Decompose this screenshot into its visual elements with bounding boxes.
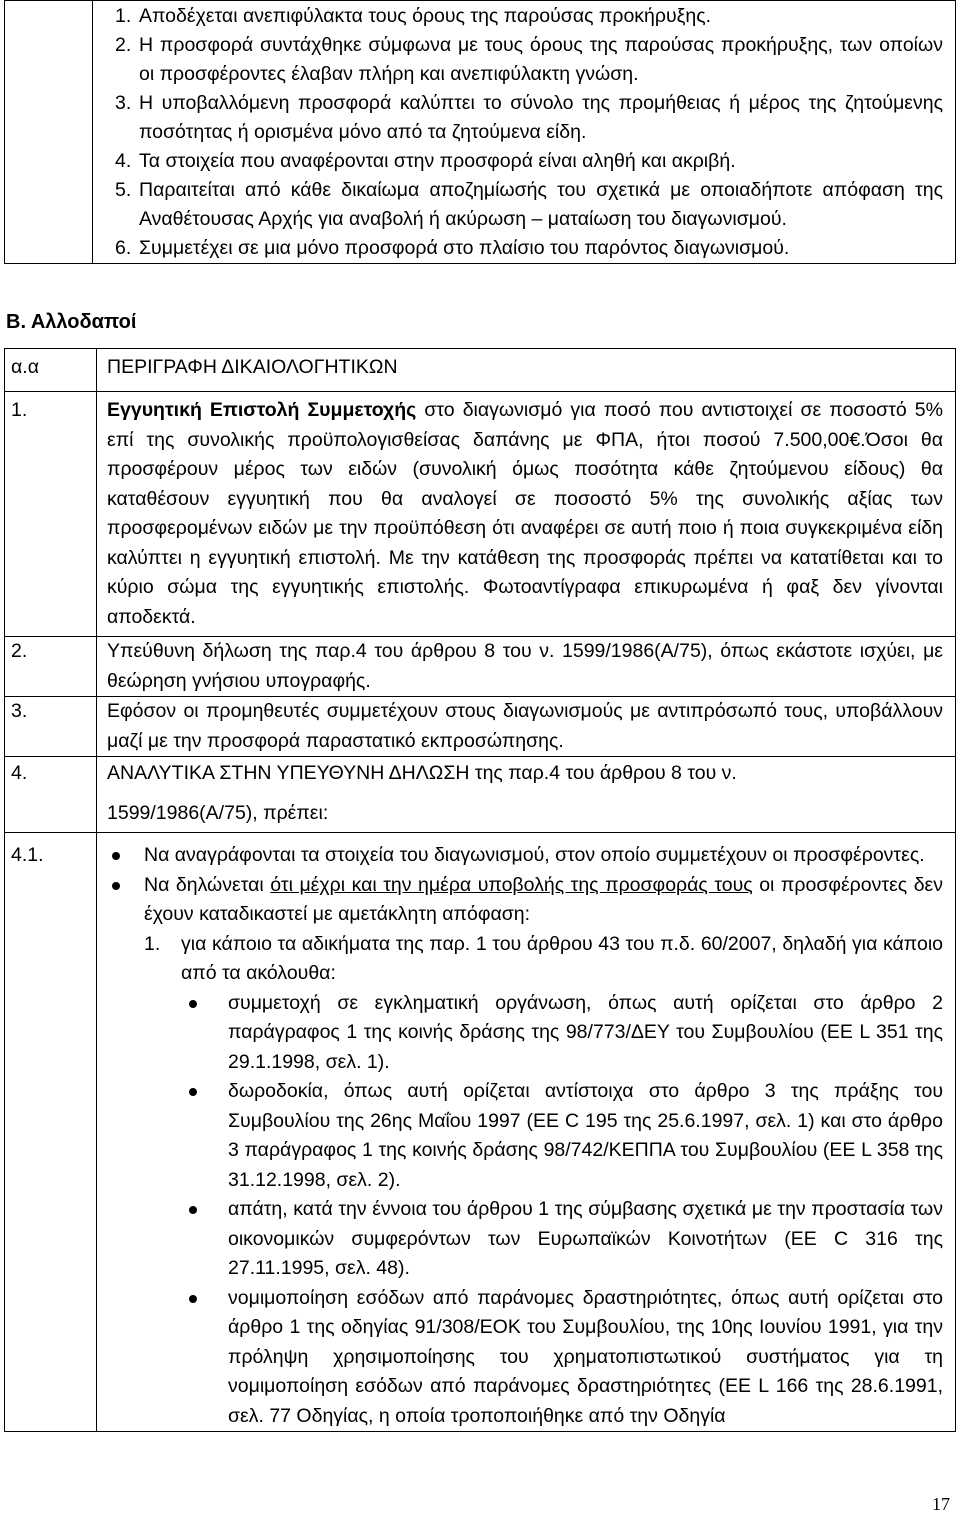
list-item: 5. Παραιτείται από κάθε δικαίωμα αποζημίωσής του σχετικά με οποιαδήποτε απόφαση της Αναθέτουσας Αρχής για αναβολή ή ακύρωση – ματαίωση του διαγωνισμού. — [115, 179, 943, 230]
bullet-item: Να δηλώνεται ότι μέχρι και την ημέρα υποβολής της προσφοράς τους οι προσφέροντες δεν έχουν καταδικαστεί με αμετάκλητη απόφαση: — [107, 871, 943, 930]
row-number: 4.1. — [5, 833, 97, 1432]
row-description: Υπεύθυνη δήλωση της παρ.4 του άρθρου 8 του ν. 1599/1986(Α/75), όπως εκάστοτε ισχύει, με θεώρηση γνήσιου υπογραφής. — [97, 637, 956, 697]
table-row — [5, 392, 956, 637]
page-number: 17 — [932, 1494, 950, 1514]
empty-cell — [5, 1, 93, 264]
row-number: 2. — [5, 637, 97, 697]
offence-item: δωροδοκία, όπως αυτή ορίζεται αντίστοιχα στο άρθρο 3 της πράξης του Συμβουλίου της 26ης Μαΐου 1997 (ΕΕ C 195 της 25.6.1997, σελ. 1) και στο άρθρο 3 παράγραφος 1 της κοινής δράσης 98/742/ΚΕΠΠΑ του Συμβουλίου (ΕΕ L 358 της 31.12.1998, σελ. 2). — [107, 1077, 943, 1195]
row-description — [97, 757, 956, 833]
offence-item: συμμετοχή σε εγκληματική οργάνωση, όπως αυτή ορίζεται στο άρθρο 2 παράγραφος 1 της κοινής δράσης της 98/773/ΔΕΥ του Συμβουλίου (ΕΕ L 351 της 29.1.1998, σελ. 1). — [107, 989, 943, 1078]
bullet-icon — [189, 1295, 197, 1303]
bullet-icon — [189, 1206, 197, 1214]
table-row — [5, 697, 956, 757]
row-number: 4. — [5, 757, 97, 833]
row4-line2: 1599/1986(Α/75), πρέπει: — [107, 801, 329, 824]
row-description: Εφόσον οι προμηθευτές συμμετέχουν στους διαγωνισμούς με αντιπρόσωπό τους, υποβάλλουν μαζί με την προσφορά παραστατικό εκπροσώπησης. — [97, 697, 956, 757]
offence-item: απάτη, κατά την έννοια του άρθρου 1 της σύμβασης σχετικά με την προστασία των οικονομικών συμφερόντων των Ευρωπαϊκών Κοινοτήτων (ΕΕ C 316 της 27.11.1995, σελ. 48). — [107, 1195, 943, 1284]
declaration-cell — [93, 1, 956, 264]
bullet-item: Να αναγράφονται τα στοιχεία του διαγωνισμού, στον οποίο συμμετέχουν οι προσφέροντες. — [107, 841, 943, 871]
offence-item: νομιμοποίηση εσόδων από παράνομες δραστηριότητες, όπως αυτή ορίζεται στο άρθρο 1 της οδηγίας 91/308/ΕΟΚ του Συμβουλίου, της 10ης Ιουνίου 1991, για την πρόληψη χρησιμοποίησης του χρηματοπιστωτικού συστήματος για τη νομιμοποίηση εσόδων από παράνομες δραστηριότητες (ΕΕ L 166 της 28.6.1991, σελ. 77 Οδηγίας, η οποία τροποποιήθηκε από την Οδηγία — [107, 1284, 943, 1432]
list-item: 4. Τα στοιχεία που αναφέρονται στην προσφορά είναι αληθή και ακριβή. — [115, 150, 736, 172]
row-description: Εγγυητική Επιστολή Συμμετοχής στο διαγωνισμό για ποσό που αντιστοιχεί σε ποσοστό 5% επί της συνολικής προϋπολογισθείσας δαπάνης με ΦΠΑ, ήτοι ποσού 7.500,00€.Όσοι θα προσφέρουν μέρος των ειδών (συνολική όμως ποσότητα κάθε ζητούμενου είδους) θα καταθέσουν εγγυητική που θα αναλογεί σε ποσοστό 5% της συνολικής αξίας των προσφερομένων ειδών με την προϋπόθεση ότι αναφέρει σε αυτή ποιο ή ποια συγκεκριμένα είδη καλύπτει η εγγυητική επιστολή. Με την κατάθεση της προσφοράς πρέπει να κατατίθεται και το κύριο σώμα της εγγυητικής επιστολής. Φωτοαντίγραφα επικυρωμένα ή φαξ δεν γίνονται αποδεκτά. — [97, 392, 956, 637]
bold-term: Εγγυητική Επιστολή Συμμετοχής — [107, 399, 417, 421]
list-item: 1. Αποδέχεται ανεπιφύλακτα τους όρους της παρούσας προκήρυξης. — [115, 5, 712, 27]
bullet-icon — [112, 852, 120, 860]
row-number: 1. — [5, 392, 97, 637]
table-row — [5, 833, 956, 1432]
bullet-icon — [112, 882, 120, 890]
list-item: 6. Συμμετέχει σε μια μόνο προσφορά στο πλαίσιο του παρόντος διαγωνισμού. — [115, 237, 790, 259]
bullet-icon — [189, 1088, 197, 1096]
row-description — [97, 833, 956, 1432]
row-number: 3. — [5, 697, 97, 757]
underlined-phrase: ότι μέχρι και την ημέρα υποβολής της προσφοράς τους — [270, 873, 753, 896]
bullet-icon — [189, 1000, 197, 1008]
header-col-number: α.α — [5, 349, 97, 392]
declaration-list — [115, 2, 943, 263]
table-row — [5, 757, 956, 833]
table-header-row — [5, 349, 956, 392]
header-col-description: ΠΕΡΙΓΡΑΦΗ ΔΙΚΑΙΟΛΟΓΗΤΙΚΩΝ — [97, 349, 956, 392]
table-row — [5, 637, 956, 697]
numbered-subitem: 1. για κάποιο τα αδικήματα της παρ. 1 του άρθρου 43 του π.δ. 60/2007, δηλαδή για κάποιο από τα ακόλουθα: — [144, 932, 943, 984]
row4-line1: ΑΝΑΛΥΤΙΚΑ ΣΤΗΝ ΥΠΕΥΘΥΝΗ ΔΗΛΩΣΗ της παρ.4 του άρθρου 8 του ν. — [107, 762, 737, 784]
section-title: Β. Αλλοδαποί — [6, 311, 137, 333]
declaration-table — [4, 0, 956, 264]
list-item: 3. Η υποβαλλόμενη προσφορά καλύπτει το σύνολο της προμήθειας ή μέρος της ζητούμενης ποσότητας ή ορισμένα μόνο από τα ζητούμενα είδη. — [115, 92, 943, 143]
documents-table — [4, 348, 956, 1432]
list-item: 2. Η προσφορά συντάχθηκε σύμφωνα με τους όρους της παρούσας προκήρυξης, των οποίων οι προσφέροντες έλαβαν πλήρη και ανεπιφύλακτη γνώση. — [115, 34, 943, 85]
